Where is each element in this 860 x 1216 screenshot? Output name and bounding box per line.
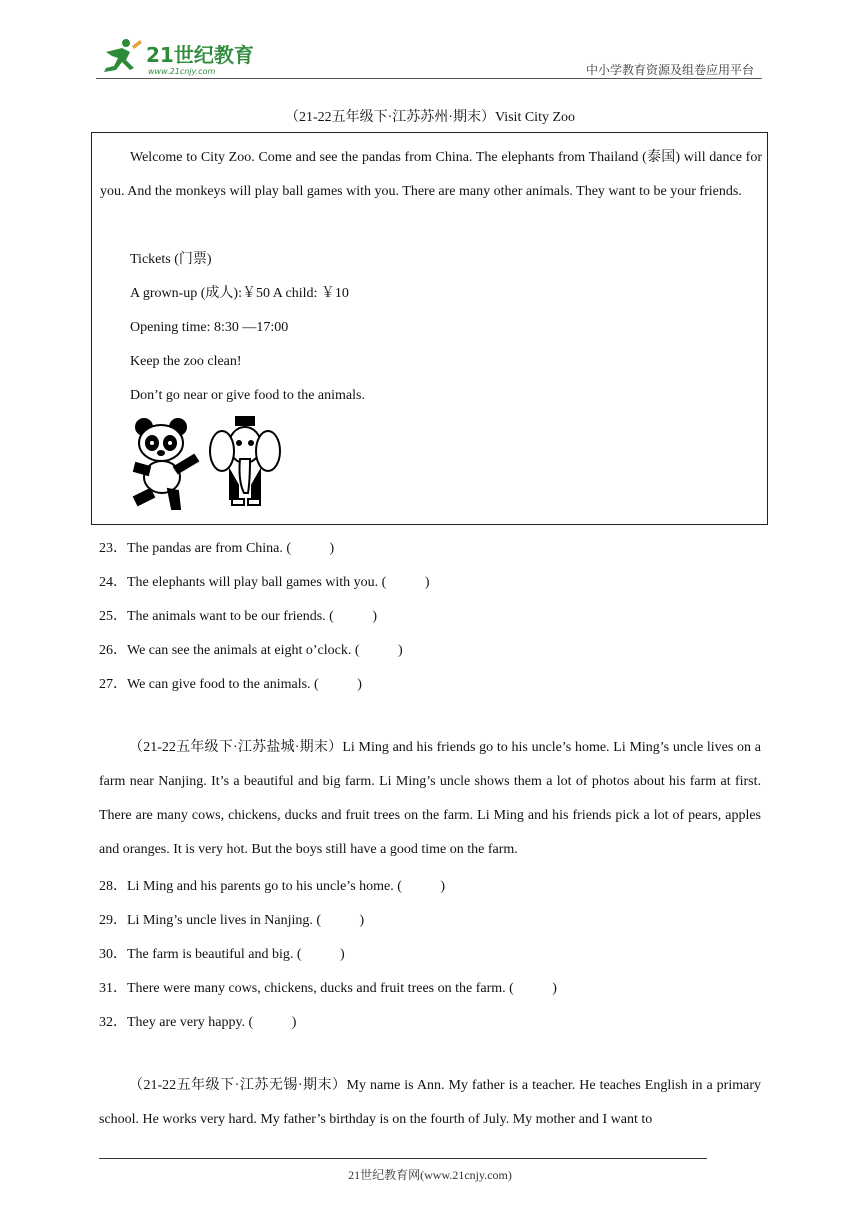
opening-time-line: Opening time: 8:30 —17:00 — [130, 320, 289, 335]
intro-paragraph: Welcome to City Zoo. Come and see the pandas from China. The elephants from Thailand (泰国) will dance for you. And the monkeys will play ball games with you. There are many other animals. They want to be your friends. — [100, 150, 762, 199]
question-31: 31．There were many cows, chickens, ducks and fruit trees on the farm. ( ) — [99, 981, 557, 996]
no-feeding-line: Don’t go near or give food to the animals. — [130, 388, 365, 403]
section-title: （21-22五年级下·江苏苏州·期末）Visit City Zoo — [284, 110, 576, 125]
farm-passage: （21-22五年级下·江苏盐城·期末）Li Ming and his friends go to his uncle’s home. Li Ming’s uncle lives on a farm near Nanjing. It’s a beautiful and big farm. Li Ming’s uncle shows them a lot of photos about his farm at first. There are many cows, chickens, ducks and fruit trees on the farm. Li Ming and his friends pick a lot of pears, apples and oranges. It is very hot. But the boys still have a good time on the farm. — [99, 740, 761, 857]
runner-icon — [104, 39, 142, 72]
question-23: 23．The pandas are from China. ( ) — [99, 541, 335, 556]
question-26: 26．We can see the animals at eight o’clock. ( ) — [99, 643, 403, 658]
reading-box — [91, 132, 768, 525]
logo-url: www.21cnjy.com — [148, 67, 216, 76]
panda-illustration — [134, 419, 198, 509]
ann-passage: （21-22五年级下·江苏无锡·期末）My name is Ann. My father is a teacher. He teaches English in a primary school. He works very hard. My father’s birthday is on the fourth of July. My mother and I want to — [99, 1078, 761, 1127]
site-logo — [96, 36, 256, 78]
question-32: 32．They are very happy. ( ) — [99, 1015, 297, 1030]
footer-text: 21世纪教育网(www.21cnjy.com) — [348, 1168, 512, 1182]
animal-pictures — [128, 415, 298, 515]
question-24: 24．The elephants will play ball games with you. ( ) — [99, 575, 430, 590]
question-29: 29．Li Ming’s uncle lives in Nanjing. ( ) — [99, 913, 365, 928]
tickets-line: Tickets (门票) — [130, 252, 212, 267]
header-divider — [96, 78, 762, 79]
logo-text: 21世纪教育 — [146, 43, 254, 67]
question-25: 25．The animals want to be our friends. ( ) — [99, 609, 377, 624]
keep-clean-line: Keep the zoo clean! — [130, 354, 242, 369]
elephant-illustration — [210, 417, 280, 505]
platform-name: 中小学教育资源及组卷应用平台 — [585, 63, 754, 77]
price-line: A grown-up (成人):￥50 A child: ￥10 — [130, 286, 349, 301]
question-30: 30．The farm is beautiful and big. ( ) — [99, 947, 345, 962]
footer-divider — [99, 1158, 707, 1159]
question-28: 28．Li Ming and his parents go to his uncle’s home. ( ) — [99, 879, 446, 894]
question-27: 27．We can give food to the animals. ( ) — [99, 677, 362, 692]
